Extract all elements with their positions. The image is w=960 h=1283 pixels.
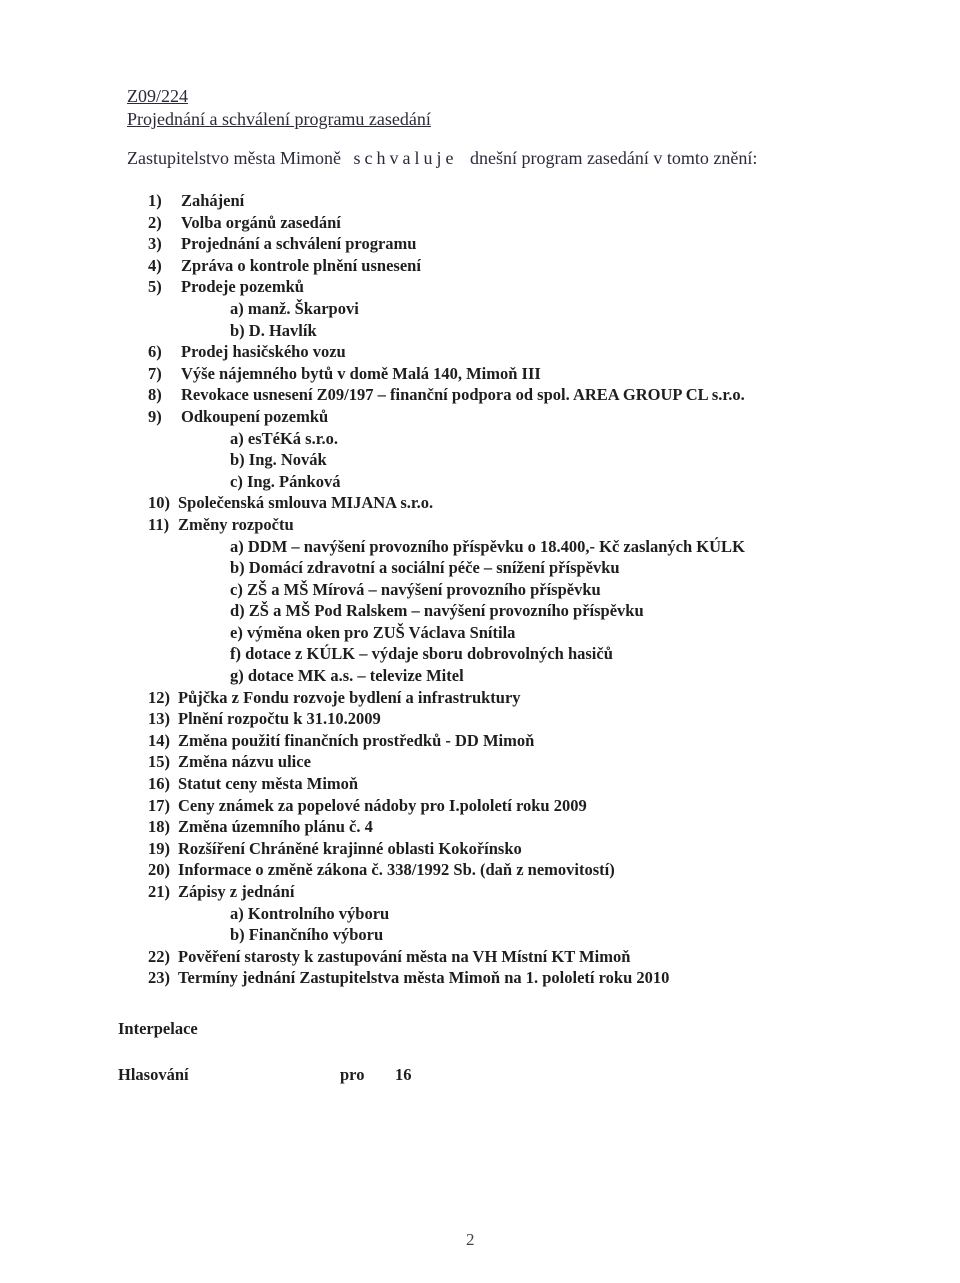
vote-pro-label: pro — [340, 1065, 365, 1084]
program-item: 20) Informace o změně zákona č. 338/1992 Sb. (daň z nemovitostí) — [148, 860, 615, 880]
program-subitem: c) ZŠ a MŠ Mírová – navýšení provozního příspěvku — [230, 579, 601, 599]
program-subitem: a) esTéKá s.r.o. — [230, 428, 339, 448]
program-subitem: a) Kontrolního výboru — [230, 903, 390, 923]
program-item: 10) Společenská smlouva MIJANA s.r.o. — [148, 493, 434, 513]
program-item: 7) Výše nájemného bytů v domě Malá 140, Mimoň III — [148, 363, 541, 383]
program-subitem: b) Domácí zdravotní a sociální péče – snížení příspěvku — [230, 558, 620, 578]
program-item: 16) Statut ceny města Mimoň — [148, 774, 359, 794]
vote-line — [118, 1065, 412, 1085]
program-subitem: d) ZŠ a MŠ Pod Ralskem – navýšení provozního příspěvku — [230, 601, 644, 621]
program-subitem: b) Finančního výboru — [230, 925, 384, 945]
vote-label: Hlasování — [118, 1065, 189, 1084]
program-item: 4) Zpráva o kontrole plnění usnesení — [148, 255, 421, 275]
program-item: 15) Změna názvu ulice — [148, 752, 311, 772]
program-item: 23) Termíny jednání Zastupitelstva města Mimoň na 1. pololetí roku 2010 — [148, 968, 670, 988]
program-subitem: b) D. Havlík — [230, 320, 317, 340]
program-item: 3) Projednání a schválení programu — [148, 234, 417, 254]
program-item: 18) Změna územního plánu č. 4 — [148, 817, 373, 837]
program-item: 21) Zápisy z jednání — [148, 882, 295, 901]
program-subitem: e) výměna oken pro ZUŠ Václava Snítila — [230, 622, 516, 642]
program-subitem: c) Ing. Pánková — [230, 471, 341, 491]
vote-pro-count: 16 — [395, 1065, 412, 1084]
program-item: 1) Zahájení — [148, 191, 245, 210]
program-subitem: a) manž. Škarpovi — [230, 298, 359, 318]
program-subitem: a) DDM – navýšení provozního příspěvku o 18.400,- Kč zaslaných KÚLK — [230, 536, 745, 556]
program-item: 13) Plnění rozpočtu k 31.10.2009 — [148, 709, 381, 729]
intro-sentence — [127, 148, 757, 169]
program-item: 9) Odkoupení pozemků — [148, 406, 329, 426]
program-item: 19) Rozšíření Chráněné krajinné oblasti Kokořínsko — [148, 838, 522, 858]
program-item: 12) Půjčka z Fondu rozvoje bydlení a infrastruktury — [148, 687, 521, 707]
intro-verb: schvaluje — [353, 148, 458, 168]
program-list — [148, 190, 868, 989]
program-subitem: f) dotace z KÚLK – výdaje sboru dobrovolných hasičů — [230, 644, 613, 664]
resolution-title: Projednání a schválení programu zasedání — [127, 109, 431, 129]
program-item: 17) Ceny známek za popelové nádoby pro I.pololetí roku 2009 — [148, 795, 587, 815]
program-subitem: b) Ing. Novák — [230, 450, 327, 470]
intro-suffix: dnešní program zasedání v tomto znění: — [469, 148, 758, 168]
program-item: 2) Volba orgánů zasedání — [148, 212, 341, 232]
program-item: 22) Pověření starosty k zastupování města na VH Místní KT Mimoň — [148, 946, 631, 966]
program-item: 5) Prodeje pozemků — [148, 277, 304, 297]
program-subitem: g) dotace MK a.s. – televize Mitel — [230, 666, 464, 686]
page-number: 2 — [466, 1230, 475, 1249]
program-item: 14) Změna použití finančních prostředků - DD Mimoň — [148, 730, 535, 750]
interpelace-heading: Interpelace — [118, 1019, 198, 1038]
resolution-code: Z09/224 — [127, 86, 188, 106]
intro-prefix: Zastupitelstvo města Mimoně — [127, 148, 341, 168]
program-item: 8) Revokace usnesení Z09/197 – finanční podpora od spol. AREA GROUP CL s.r.o. — [148, 385, 745, 405]
program-item: 11) Změny rozpočtu — [148, 514, 294, 534]
program-item: 6) Prodej hasičského vozu — [148, 342, 346, 362]
